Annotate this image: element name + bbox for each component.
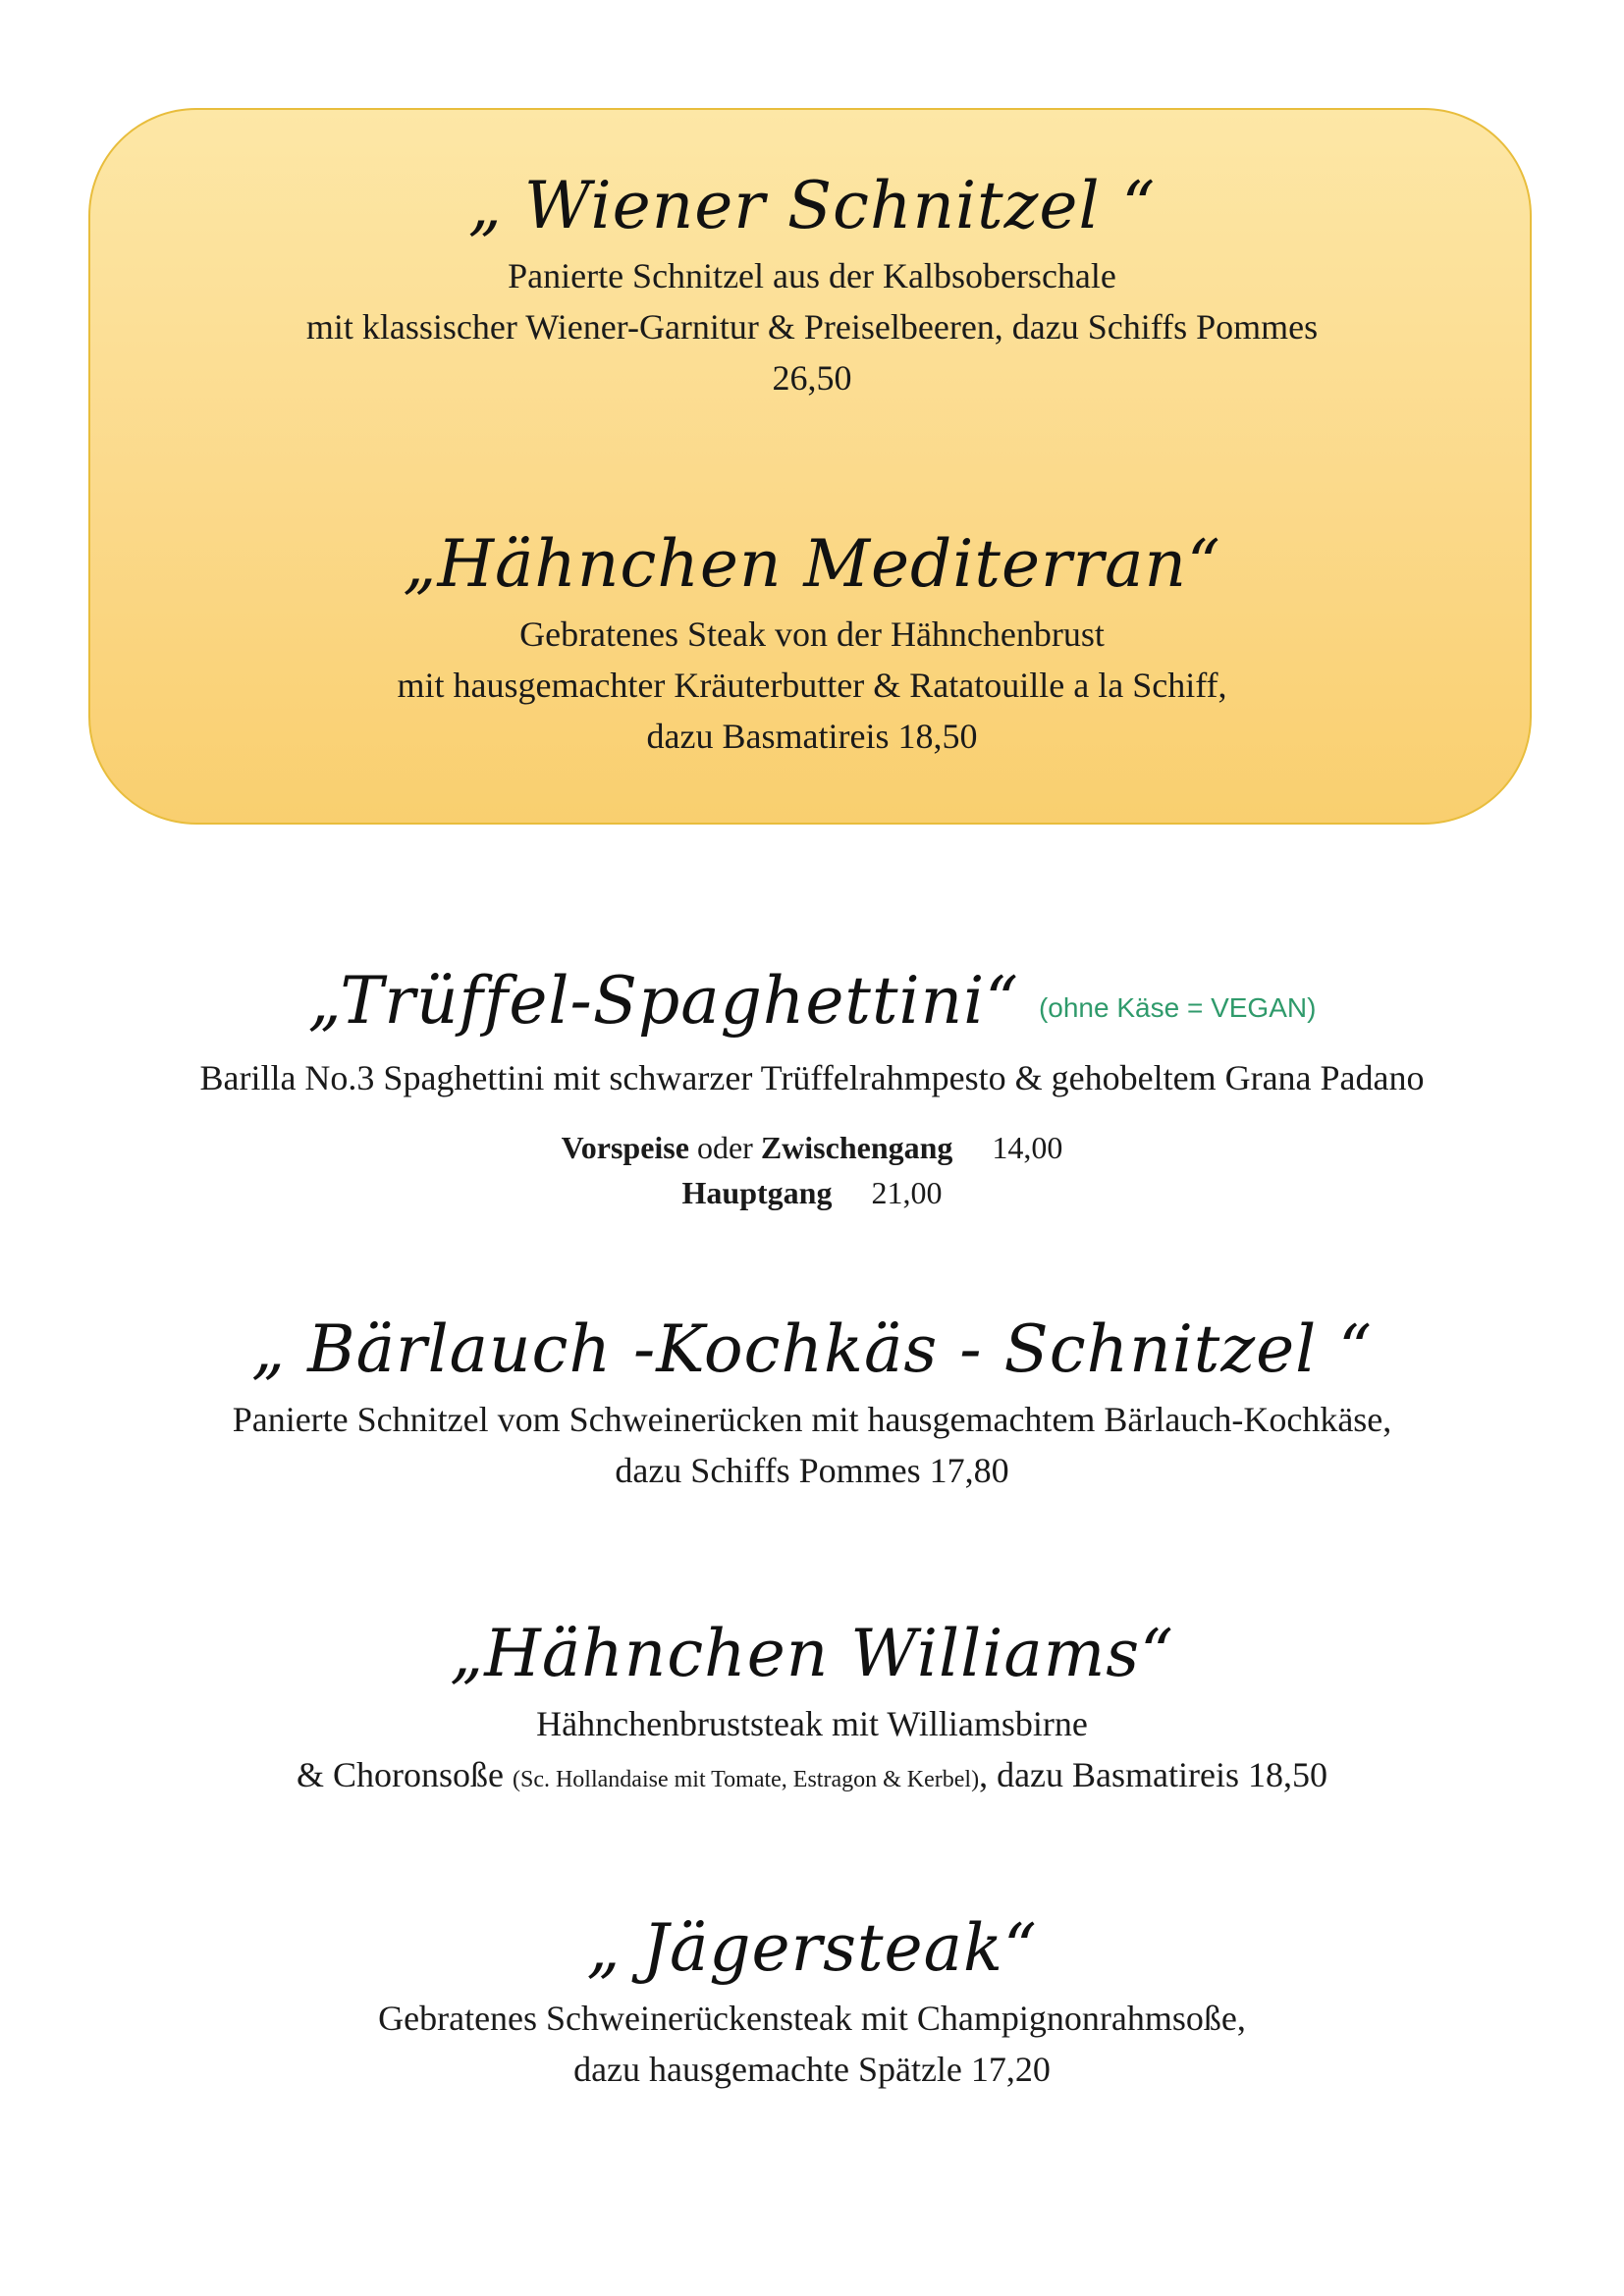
dish-haehnchen-williams [0, 1610, 1624, 1805]
dish-description: dazu Basmatireis 18,50 [646, 717, 978, 756]
dish-description: Panierte Schnitzel vom Schweinerücken mit hausgemachtem Bärlauch-Kochkäse, [232, 1400, 1392, 1439]
dish-wiener-schnitzel [0, 162, 1624, 403]
dish-description: dazu hausgemachte Spätzle 17,20 [573, 2050, 1051, 2089]
dish-description: Gebratenes Schweinerückensteak mit Champignonrahmsoße, [378, 1999, 1246, 2038]
dish-price: 26,50 [772, 358, 852, 398]
dish-description [0, 1749, 1624, 1805]
dish-description: dazu Schiffs Pommes 17,80 [615, 1451, 1009, 1490]
dish-description: Barilla No.3 Spaghettini mit schwarzer Trüffelrahmpesto & gehobeltem Grana Padano [199, 1058, 1425, 1097]
sauce-name: & Choronsoße [296, 1755, 504, 1794]
label-zwischengang: Zwischengang [760, 1130, 953, 1165]
dish-baerlauch-schnitzel [0, 1306, 1624, 1496]
price-starter: 14,00 [992, 1130, 1063, 1165]
dish-description: Panierte Schnitzel aus der Kalbsoberschale [508, 256, 1116, 295]
label-vorspeise: Vorspeise [561, 1130, 689, 1165]
dish-side-price: , dazu Basmatireis 18,50 [979, 1755, 1327, 1794]
price-line-main [0, 1170, 1624, 1215]
dish-trueffel-spaghettini [0, 957, 1624, 1215]
dish-title: „Hähnchen Williams“ [450, 1616, 1174, 1691]
dish-description: Gebratenes Steak von der Hähnchenbrust [519, 614, 1105, 654]
vegan-note: (ohne Käse = VEGAN) [1038, 992, 1317, 1023]
dish-description: Hähnchenbruststeak mit Williamsbirne [536, 1704, 1088, 1743]
dish-title-text: „Trüffel-Spaghettini“ [307, 963, 1019, 1039]
dish-jaegersteak [0, 1904, 1624, 2095]
dish-title: „ Jägersteak“ [586, 1910, 1038, 1986]
dish-haehnchen-mediterran [0, 520, 1624, 762]
dish-title [0, 957, 1624, 1052]
dish-description: mit hausgemachter Kräuterbutter & Ratatouille a la Schiff, [397, 666, 1227, 705]
sauce-note: (Sc. Hollandaise mit Tomate, Estragon & Kerbel) [512, 1767, 980, 1792]
label-oder: oder [696, 1130, 753, 1165]
dish-title: „ Wiener Schnitzel “ [467, 168, 1157, 243]
dish-title: „Hähnchen Mediterran“ [403, 526, 1221, 602]
dish-title: „ Bärlauch -Kochkäs - Schnitzel “ [251, 1311, 1373, 1387]
price-line-starter [0, 1125, 1624, 1170]
price-main: 21,00 [871, 1175, 943, 1210]
dish-description: mit klassischer Wiener-Garnitur & Preiselbeeren, dazu Schiffs Pommes [305, 307, 1319, 347]
label-hauptgang: Hauptgang [681, 1175, 833, 1210]
